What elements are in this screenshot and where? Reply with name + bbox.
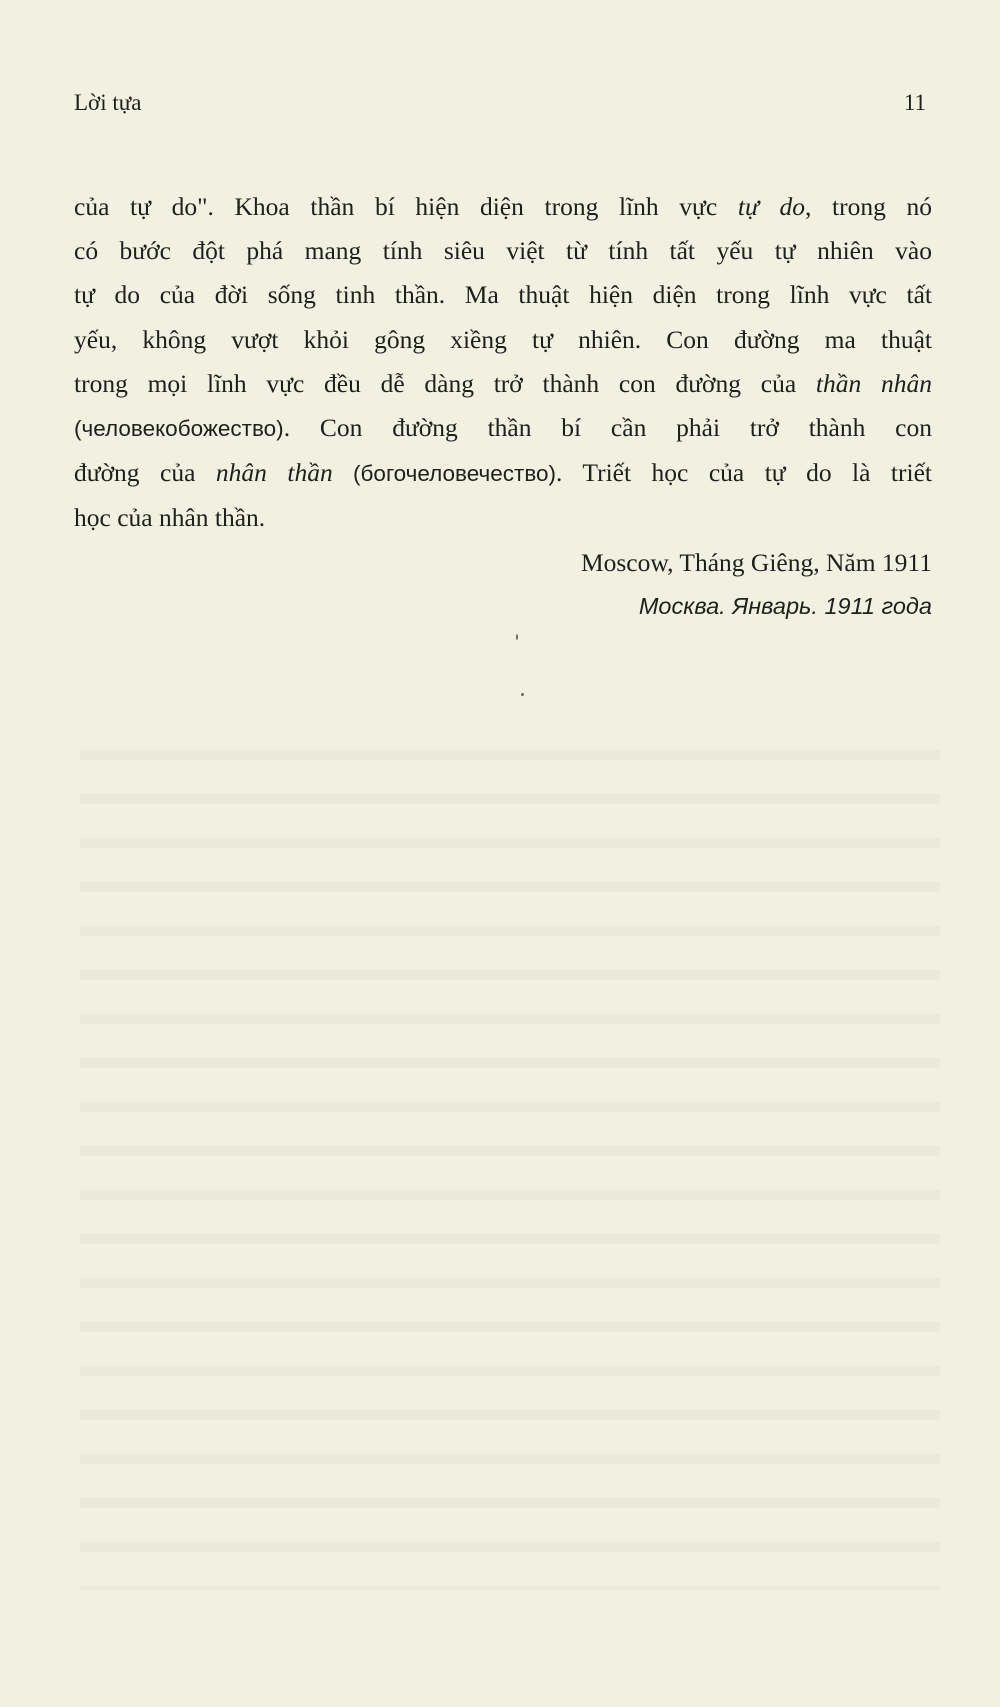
text-line: học của nhân thần.	[74, 503, 266, 533]
signature-russian: Москва. Январь. 1911 года	[638, 593, 932, 619]
text-line: đường của nhân thần (богочеловечество). Triết học của tự do là triết	[74, 458, 932, 488]
text-line: của tự do". Khoa thần bí hiện diện trong lĩnh vực tự do, trong nó	[74, 192, 932, 221]
text-line: trong mọi lĩnh vực đều dễ dàng trở thành con đường của thần nhân	[74, 368, 933, 398]
text-line: có bước đột phá mang tính siêu việt từ tính tất yếu tự nhiên vào	[74, 236, 932, 266]
running-header	[74, 86, 926, 120]
text-line: tự do của đời sống tinh thần. Ma thuật hiện diện trong lĩnh vực tất	[74, 280, 932, 310]
paper-speck	[521, 693, 524, 696]
signature-vietnamese: Moscow, Tháng Giêng, Năm 1911	[580, 548, 932, 577]
russian-term: (богочеловечество)	[332, 461, 557, 487]
paper-speck	[516, 634, 518, 640]
russian-term: (человекобожество)	[74, 416, 284, 442]
chapter-title: Lời tựa	[74, 90, 142, 115]
page-number: 11	[903, 90, 926, 115]
show-through-texture	[80, 730, 940, 1590]
text-line: (человекобожество). Con đường thần bí cần phải trở thành con	[74, 413, 932, 443]
text-line: yếu, không vượt khỏi gông xiềng tự nhiên. Con đường ma thuật	[74, 324, 932, 354]
body-paragraph	[74, 185, 932, 541]
